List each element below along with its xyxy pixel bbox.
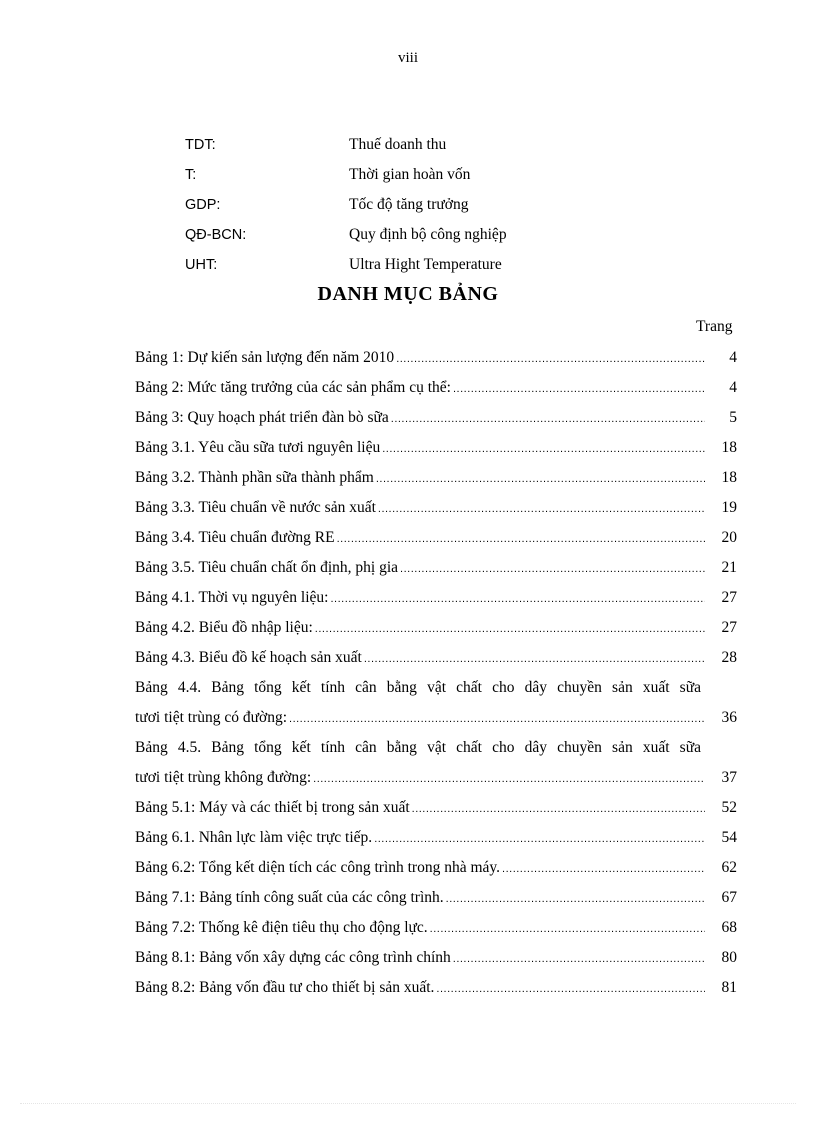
abbreviation-row [185, 160, 507, 190]
abbreviation-definition: Quy định bộ công nghiệp [349, 226, 507, 243]
toc-entry-page: 21 [721, 559, 737, 576]
toc-entry-page: 36 [721, 709, 737, 726]
toc-entry-label: Bảng 8.2: Bảng vốn đầu tư cho thiết bị sản xuất. [135, 979, 435, 996]
leader-dots [337, 524, 705, 554]
toc-entry-label: Bảng 3.2. Thành phần sữa thành phẩm [135, 469, 374, 486]
toc-entry-page: 18 [721, 469, 737, 486]
leader-dots [453, 944, 705, 974]
toc-entry-page: 27 [721, 589, 737, 606]
toc-entry-page: 4 [729, 349, 737, 366]
abbreviation-definition: Ultra Hight Temperature [349, 256, 502, 273]
table-list [135, 343, 737, 1003]
abbreviation-definition: Thuế doanh thu [349, 136, 447, 153]
leader-dots [396, 344, 705, 374]
leader-dots [378, 494, 705, 524]
page-number: viii [397, 50, 418, 66]
toc-entry[interactable] [135, 523, 737, 553]
toc-entry-label: Bảng 3.1. Yêu cầu sữa tươi nguyên liệu [135, 439, 381, 456]
section-title: DANH MỤC BẢNG [317, 283, 499, 305]
leader-dots [446, 884, 705, 914]
toc-entry-page: 5 [729, 409, 737, 426]
abbreviation-term: GDP: [185, 197, 221, 213]
leader-dots [391, 404, 705, 434]
abbreviation-row [185, 220, 507, 250]
toc-entry[interactable] [135, 643, 737, 673]
toc-entry-label: tươi tiệt trùng không đường: [135, 769, 312, 786]
abbreviation-definition: Thời gian hoàn vốn [349, 166, 471, 183]
abbreviation-term: TDT: [185, 137, 216, 153]
toc-entry-page: 81 [721, 979, 737, 996]
toc-entry-label: Bảng 8.1: Bảng vốn xây dựng các công trình chính [135, 949, 451, 966]
leader-dots [315, 614, 705, 644]
leader-dots [502, 854, 705, 884]
toc-entry[interactable] [135, 553, 737, 583]
abbreviation-term: UHT: [185, 257, 218, 273]
toc-entry-page: 68 [721, 919, 737, 936]
abbreviation-row [185, 130, 507, 160]
toc-entry-label: Bảng 3.4. Tiêu chuẩn đường RE [135, 529, 335, 546]
toc-entry[interactable] [135, 703, 737, 733]
abbreviation-term: T: [185, 167, 197, 183]
leader-dots [430, 914, 705, 944]
toc-entry-page: 18 [721, 439, 737, 456]
toc-entry-label-line1: Bảng 4.5. Bảng tổng kết tính cân bằng vật chất cho dây chuyền sản xuất sữa [135, 739, 701, 756]
leader-dots [376, 464, 705, 494]
leader-dots [412, 794, 705, 824]
toc-entry[interactable] [135, 763, 737, 793]
leader-dots [364, 644, 705, 674]
abbreviation-row [185, 190, 507, 220]
toc-entry-label: Bảng 3.5. Tiêu chuẩn chất ổn định, phị gia [135, 559, 399, 576]
abbreviation-term: QĐ-BCN: [185, 227, 247, 243]
page-column-header: Trang [696, 318, 733, 335]
toc-entry-label: Bảng 7.2: Thống kê điện tiêu thụ cho động lực. [135, 919, 428, 936]
toc-entry-page: 27 [721, 619, 737, 636]
toc-entry-page: 37 [721, 769, 737, 786]
toc-entry-label: Bảng 6.1. Nhân lực làm việc trực tiếp. [135, 829, 373, 846]
toc-entry[interactable] [135, 343, 737, 373]
toc-entry-label: Bảng 7.1: Bảng tính công suất của các công trình. [135, 889, 444, 906]
toc-entry-page: 19 [721, 499, 737, 516]
leader-dots [313, 764, 705, 794]
leader-dots [382, 434, 705, 464]
leader-dots [400, 554, 705, 584]
toc-entry-page: 54 [721, 829, 737, 846]
leader-dots [330, 584, 705, 614]
toc-entry[interactable] [135, 883, 737, 913]
toc-entry[interactable] [135, 433, 737, 463]
toc-entry-label: Bảng 5.1: Máy và các thiết bị trong sản xuất [135, 799, 410, 816]
leader-dots [453, 374, 705, 404]
toc-entry-label: Bảng 1: Dự kiến sản lượng đến năm 2010 [135, 349, 395, 366]
toc-entry[interactable] [135, 583, 737, 613]
toc-entry[interactable] [135, 403, 737, 433]
leader-dots [289, 704, 705, 734]
toc-entry[interactable] [135, 463, 737, 493]
toc-entry-page: 52 [721, 799, 737, 816]
toc-entry-label: Bảng 4.2. Biểu đồ nhập liệu: [135, 619, 313, 636]
toc-entry[interactable] [135, 613, 737, 643]
leader-dots [374, 824, 705, 854]
toc-entry-label-line1: Bảng 4.4. Bảng tổng kết tính cân bằng vật chất cho dây chuyền sản xuất sữa [135, 679, 701, 696]
toc-entry-label: Bảng 4.1. Thời vụ nguyên liệu: [135, 589, 329, 606]
toc-entry-label: Bảng 3: Quy hoạch phát triển đàn bò sữa [135, 409, 389, 426]
leader-dots [436, 974, 705, 1004]
toc-entry[interactable] [135, 913, 737, 943]
toc-entry[interactable] [135, 853, 737, 883]
toc-entry[interactable] [135, 493, 737, 523]
toc-entry[interactable] [135, 793, 737, 823]
toc-entry[interactable] [135, 973, 737, 1003]
toc-entry-page: 28 [721, 649, 737, 666]
toc-entry[interactable] [135, 823, 737, 853]
toc-entry[interactable] [135, 373, 737, 403]
abbreviation-row [185, 250, 507, 280]
toc-entry[interactable] [135, 943, 737, 973]
abbreviation-definition: Tốc độ tăng trưởng [349, 196, 469, 213]
toc-entry-label: Bảng 3.3. Tiêu chuẩn về nước sản xuất [135, 499, 376, 516]
toc-entry-label: Bảng 2: Mức tăng trưởng của các sản phẩm cụ thể: [135, 379, 451, 396]
abbreviation-list [185, 130, 507, 280]
toc-entry-page: 62 [721, 859, 737, 876]
toc-entry-label: tươi tiệt trùng có đường: [135, 709, 288, 726]
toc-entry-page: 20 [721, 529, 737, 546]
toc-entry-page: 67 [721, 889, 737, 906]
toc-entry-label: Bảng 4.3. Biểu đồ kế hoạch sản xuất [135, 649, 362, 666]
page-bottom-divider [20, 1103, 796, 1104]
toc-entry-page: 4 [729, 379, 737, 396]
toc-entry-page: 80 [721, 949, 737, 966]
toc-entry-label: Bảng 6.2: Tổng kết diện tích các công trình trong nhà máy. [135, 859, 501, 876]
